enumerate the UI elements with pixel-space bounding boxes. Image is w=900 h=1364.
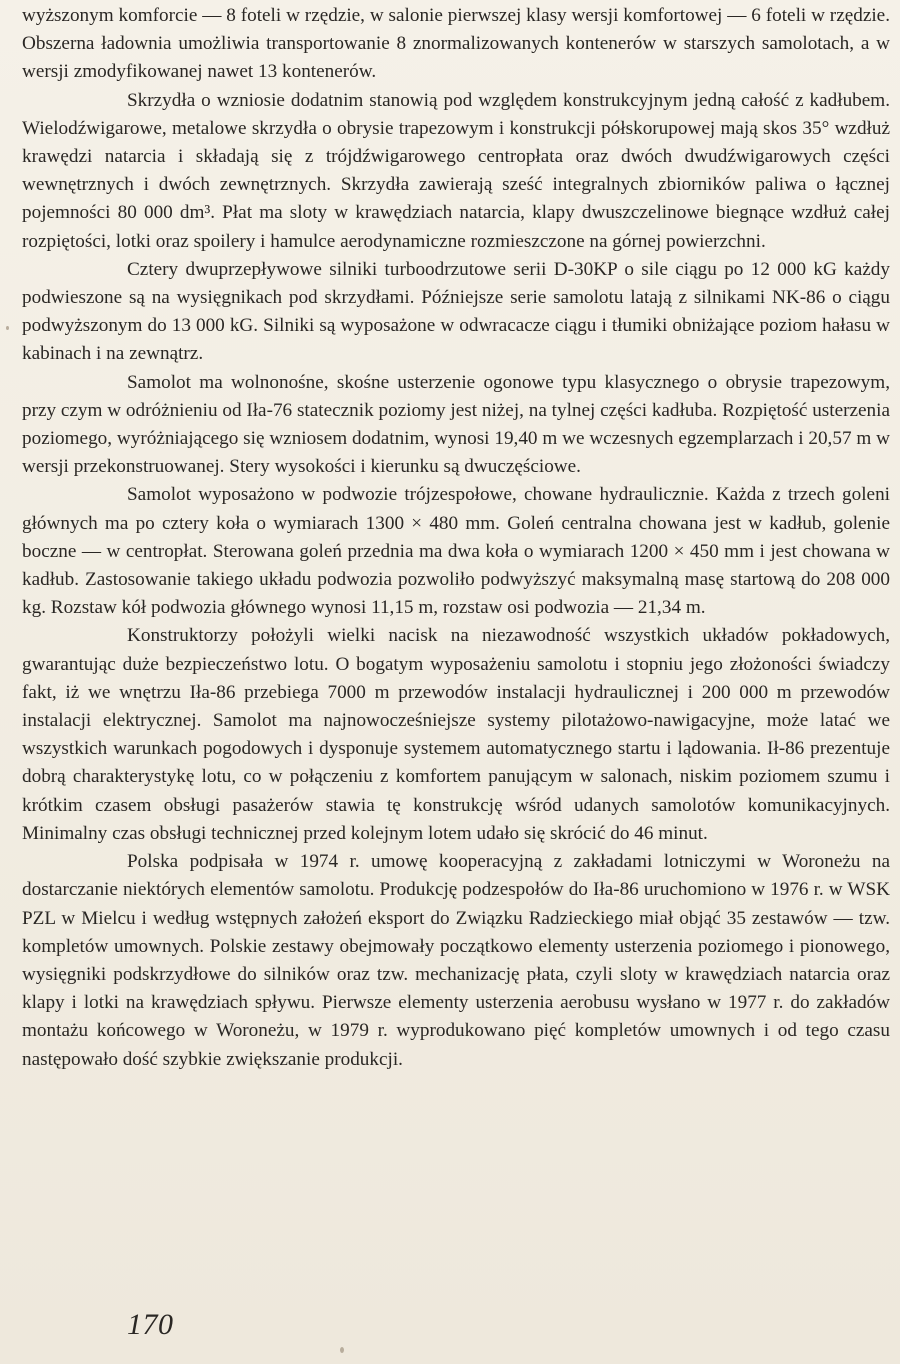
paragraph-cabin-comfort: wyższonym komforcie — 8 foteli w rzędzie, w salonie pierwszej klasy wersji komfortowej — 6 foteli w rzędzie. Obszerna ładownia umożliwia transportowanie 8 znormalizowanych kontenerów w starszych samolotach, a w wersji zmodyfikowanej nawet 13 kontenerów. [22,5,890,83]
paragraph-onboard-systems: Konstruktorzy położyli wielki nacisk na niezawodność wszystkich układów pokładowych, gwarantując duże bezpieczeństwo lotu. O bogatym wyposażeniu samolotu i stopniu jego złożoności świadczy fakt, iż we wnętrzu Iła-86 przebiega 7000 m przewodów instalacji hydraulicznej i 200 000 m przewodów instalacji elektrycznej. Samolot ma najnowocześniejsze systemy pilotażowo-nawigacyjne, może latać we wszystkich warunkach pogodowych i dysponuje systemem automatycznego startu i lądowania. Ił-86 prezentuje dobrą charakterystykę lotu, co w połączeniu z komfortem panującym w salonach, niskim poziomem szumu i krótkim czasem obsługi pasażerów stawia tę konstrukcję wśród udanych samolotów komunikacyjnych. Minimalny czas obsługi technicznej przed kolejnym lotem udało się skrócić do 46 minut. [22,625,890,844]
paragraph-tail: Samolot ma wolnonośne, skośne usterzenie ogonowe typu klasycznego o obrysie trapezowym, przy czym w odróżnieniu od Iła-76 statecznik poziomy jest niżej, na tylnej części kadłuba. Rozpiętość usterzenia poziomego, wyróżniającego się wzniosem dodatnim, wynosi 19,40 m we wczesnych egzemplarzach i 20,57 m w wersji przekonstruowanej. Stery wysokości i kierunku są dwuczęściowe. [22,371,890,478]
paper-speck [6,326,9,330]
page-number: 170 [127,1308,174,1341]
paper-speck [340,1347,344,1353]
paragraph-engines: Cztery dwuprzepływowe silniki turboodrzutowe serii D-30KP o sile ciągu po 12 000 kG każdy podwieszone są na wysięgnikach pod skrzydłami. Późniejsze serie samolotu latają z silnikami NK-86 o ciągu podwyższonym do 13 000 kG. Silniki są wyposażone w odwracacze ciągu i tłumiki obniżające poziom hałasu w kabinach i na zewnątrz. [22,258,890,365]
paragraph-polish-cooperation: Polska podpisała w 1974 r. umowę kooperacyjną z zakładami lotniczymi w Woroneżu na dostarczanie niektórych elementów samolotu. Produkcję podzespołów do Iła-86 uruchomiono w 1976 r. w WSK PZL w Mielcu i według wstępnych założeń eksport do Związku Radzieckiego miał objąć 35 zestawów — tzw. kompletów umownych. Polskie zestawy obejmowały początkowo elementy usterzenia poziomego i pionowego, wysięgniki podskrzydłowe do silników oraz tzw. mechanizację płata, czyli sloty w krawędziach natarcia oraz klapy i lotki na krawędziach spływu. Pierwsze elementy usterzenia aerobusu wysłano w 1977 r. do zakładów montażu końcowego w Woroneżu, w 1979 r. wyprodukowano pięć kompletów umownych i od tego czasu następowało dość szybkie zwiększanie produkcji. [22,851,890,1070]
body-text [22,2,890,1074]
paragraph-landing-gear: Samolot wyposażono w podwozie trójzespołowe, chowane hydraulicznie. Każda z trzech goleni głównych ma po cztery koła o wymiarach 1300 × 480 mm. Goleń centralna chowana jest w kadłub, golenie boczne — w centropłat. Sterowana goleń przednia ma dwa koła o wymiarach 1200 × 450 mm i jest chowana w kadłub. Zastosowanie takiego układu podwozia pozwoliło podwyższyć maksymalną masę startową do 208 000 kg. Rozstaw kół podwozia głównego wynosi 11,15 m, rozstaw osi podwozia — 21,34 m. [22,484,890,619]
paragraph-wings: Skrzydła o wzniosie dodatnim stanowią pod względem konstrukcyjnym jedną całość z kadłubem. Wielodźwigarowe, metalowe skrzydła o obrysie trapezowym i konstrukcji półskorupowej mają skos 35° wzdłuż krawędzi natarcia i składają się z trójdźwigarowego centropłata oraz dwóch dwudźwigarowych części wewnętrznych i dwóch zewnętrznych. Skrzydła zawierają sześć integralnych zbiorników paliwa o łącznej pojemności 80 000 dm³. Płat ma sloty w krawędziach natarcia, klapy dwuszczelinowe biegnące wzdłuż całej rozpiętości, lotki oraz spoilery i hamulce aerodynamiczne rozmieszczone na górnej powierzchni. [22,89,890,252]
